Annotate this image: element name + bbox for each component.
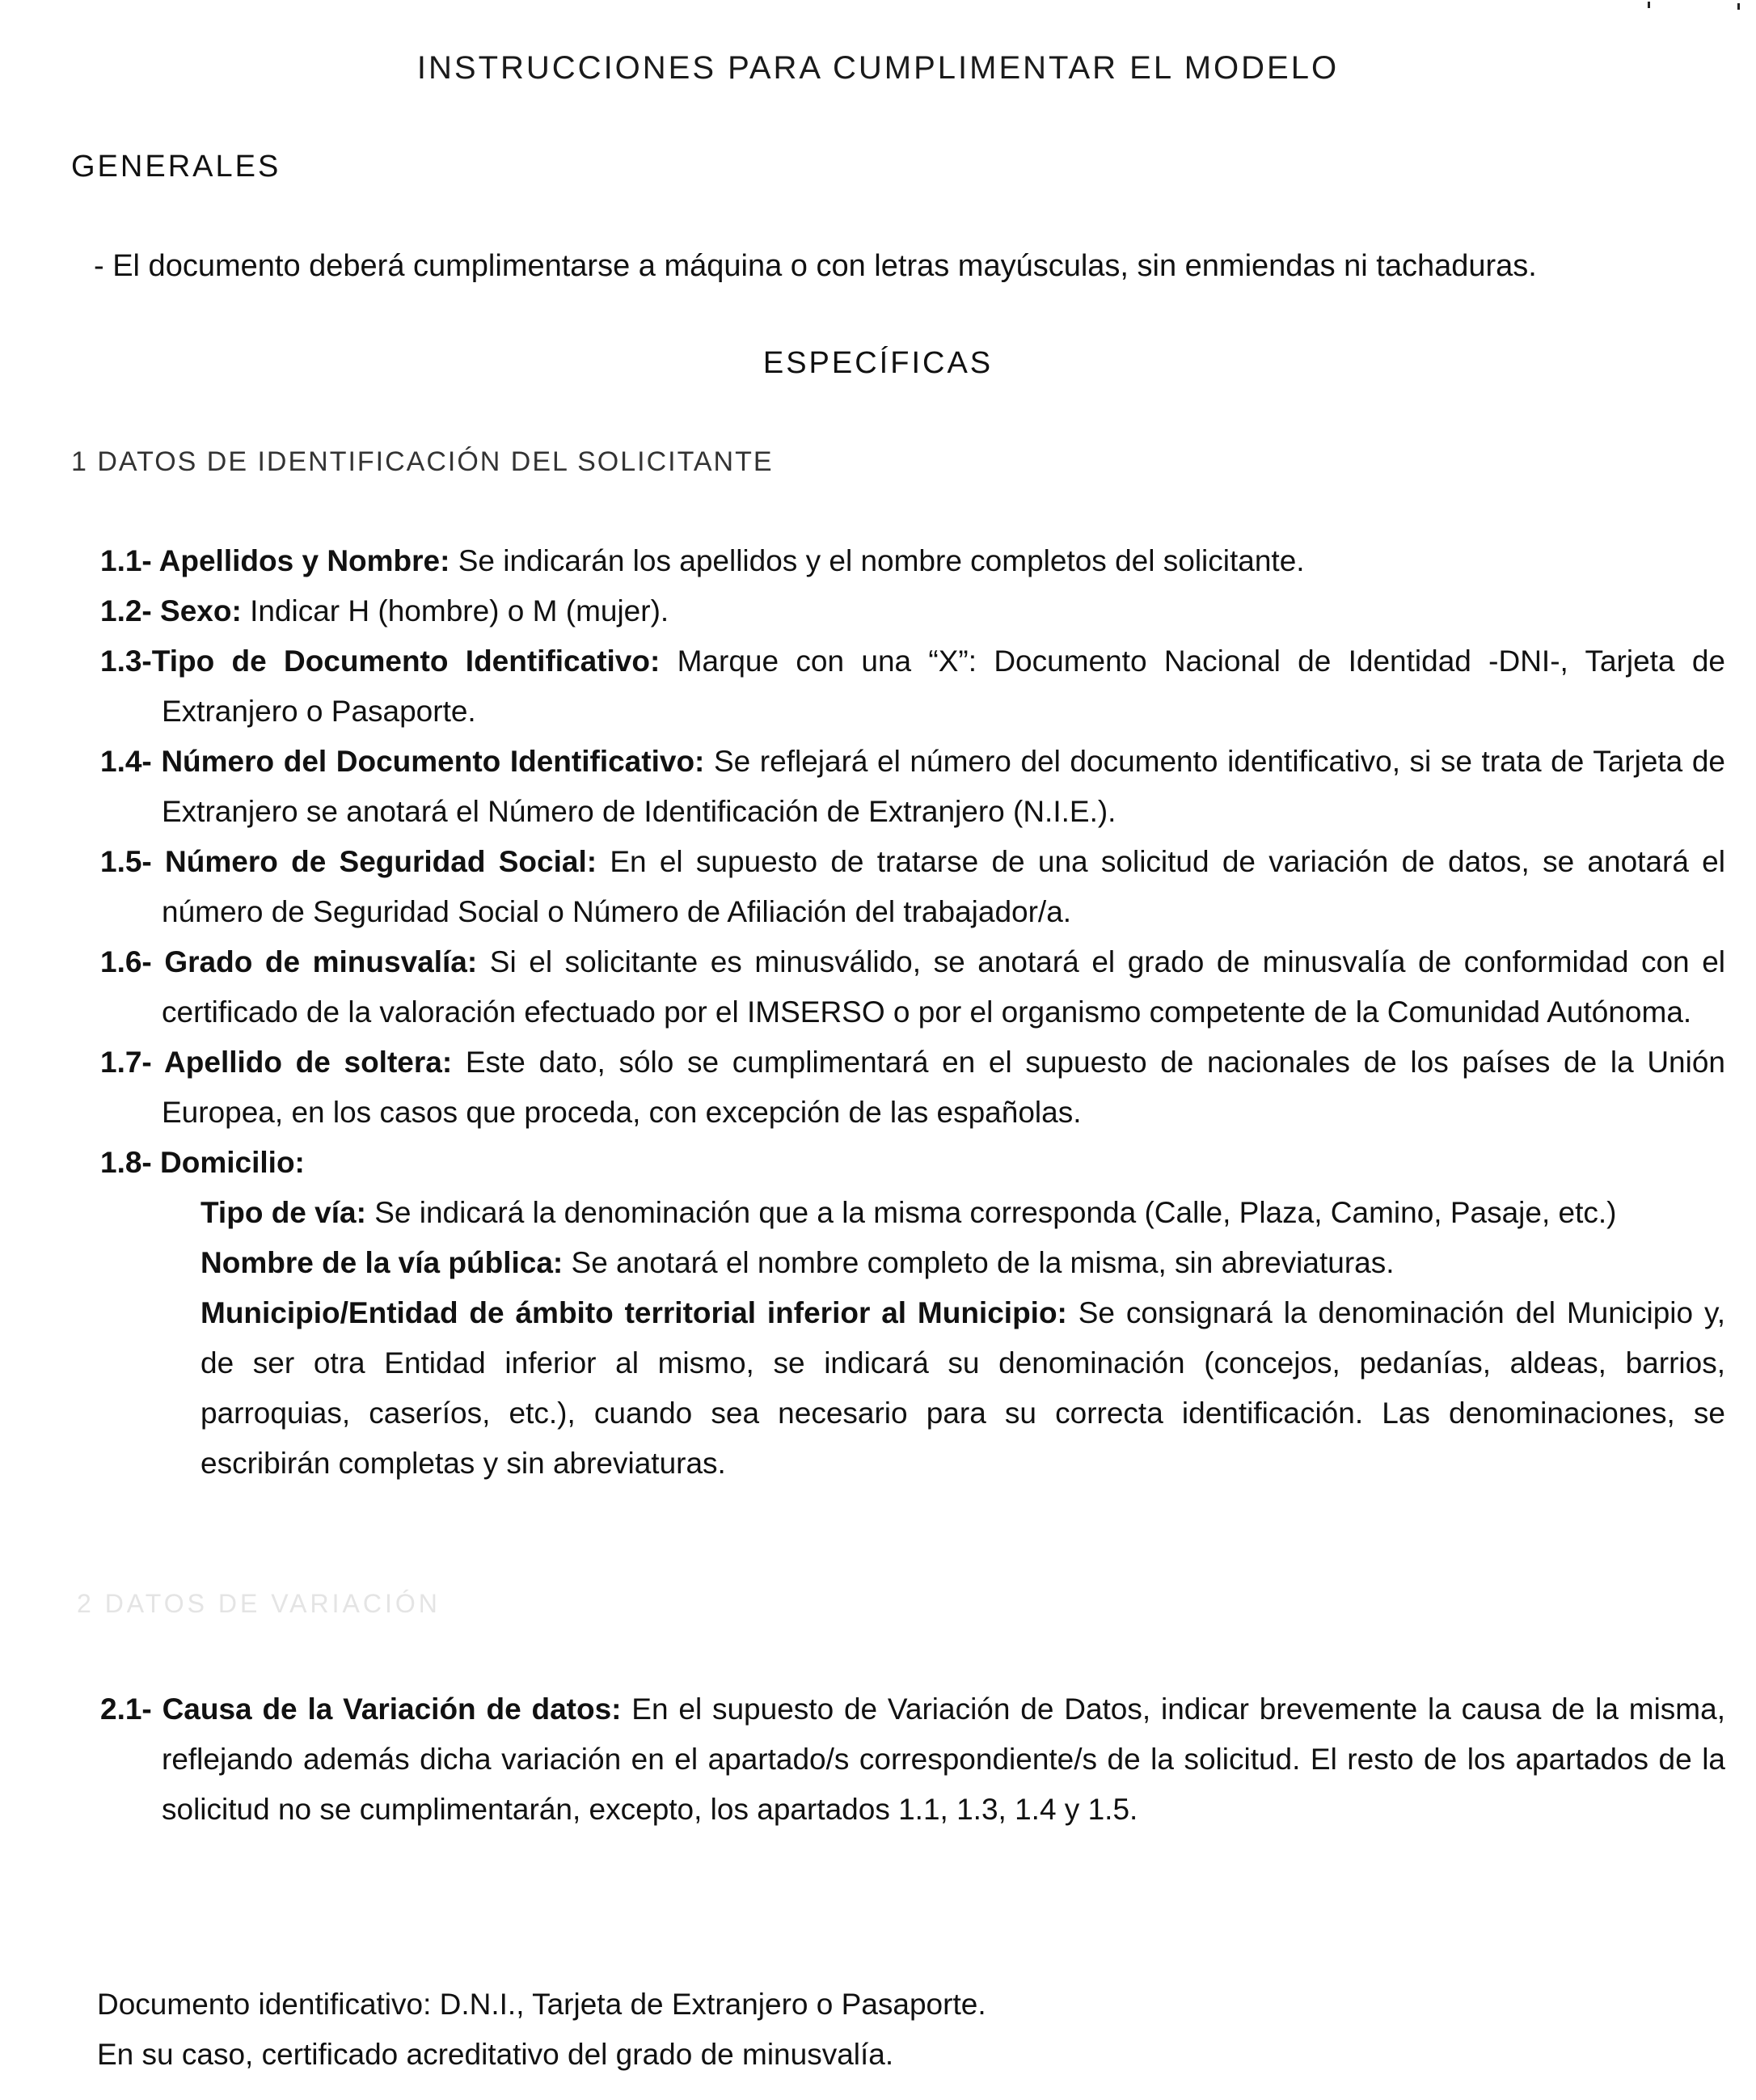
variation-items <box>100 1684 1725 1835</box>
item-text: Marque con una “X”: Documento Nacional de Identidad -DNI-, Tarjeta de Extranjero o Pasaporte. <box>162 644 1725 728</box>
item-label: 1.2- Sexo: <box>100 594 242 627</box>
documentation-line: Documento identificativo: D.N.I., Tarjeta de Extranjero o Pasaporte. <box>97 1988 986 2021</box>
section-heading-generales: GENERALES <box>71 150 281 184</box>
item-grado-minusvalia <box>100 937 1725 1037</box>
sub-label: Tipo de vía: <box>201 1196 366 1229</box>
sub-label: Municipio/Entidad de ámbito territorial inferior al Municipio: <box>201 1296 1067 1329</box>
item-apellidos-nombre <box>100 536 1725 586</box>
item-text: Indicar H (hombre) o M (mujer). <box>241 594 669 627</box>
sub-text: Se indicará la denominación que a la misma corresponda (Calle, Plaza, Camino, Pasaje, etc.) <box>365 1196 1617 1229</box>
required-documentation <box>97 1980 986 2080</box>
scan-speck <box>1648 2 1650 8</box>
item-label: 1.3-Tipo de Documento Identificativo: <box>100 644 661 678</box>
item-numero-documento <box>100 737 1725 837</box>
item-label: 1.6- Grado de minusvalía: <box>100 945 478 978</box>
section-heading-datos-identificacion: 1 DATOS DE IDENTIFICACIÓN DEL SOLICITANTE <box>71 446 774 477</box>
item-text: Se reflejará el número del documento identificativo, si se trata de Tarjeta de Extranjero se anotará el Número de Identificación de Extranjero (N.I.E.). <box>162 745 1725 828</box>
item-causa-variacion <box>100 1684 1725 1835</box>
item-text: En el supuesto de tratarse de una solicitud de variación de datos, se anotará el número de Seguridad Social o Número de Afiliación del trabajador/a. <box>162 845 1725 928</box>
item-text: Se indicarán los apellidos y el nombre completos del solicitante. <box>450 544 1305 577</box>
section-heading-especificas: ESPECÍFICAS <box>762 346 994 380</box>
item-label: 1.4- Número del Documento Identificativo: <box>100 745 705 778</box>
general-instruction: - El documento deberá cumplimentarse a máquina o con letras mayúsculas, sin enmiendas ni tachaduras. <box>94 249 1537 283</box>
page-title: INSTRUCCIONES PARA CUMPLIMENTAR EL MODELO <box>416 50 1340 86</box>
item-text: Este dato, sólo se cumplimentará en el supuesto de nacionales de los países de la Unión Europea, en los casos que proceda, con excepción de las españolas. <box>162 1046 1725 1129</box>
scan-speck <box>1737 3 1740 10</box>
item-tipo-documento <box>100 636 1725 737</box>
sub-text: Se anotará el nombre completo de la misma, sin abreviaturas. <box>563 1246 1395 1279</box>
item-label: 2.1- Causa de la Variación de datos: <box>100 1692 622 1726</box>
domicilio-nombre-via <box>201 1238 1725 1288</box>
item-label: 1.5- Número de Seguridad Social: <box>100 845 597 878</box>
item-sexo <box>100 586 1725 636</box>
sub-text: Se consignará la denominación del Municipio y, de ser otra Entidad inferior al mismo, se indicará su denominación (concejos, pedanías, aldeas, barrios, parroquias, caseríos, etc.), cuando sea necesario para su correcta identificación. Las denominaciones, se escribirán completas y sin abreviaturas. <box>201 1296 1725 1480</box>
domicilio-municipio <box>201 1288 1725 1489</box>
section-heading-datos-variacion: 2 DATOS DE VARIACIÓN <box>77 1589 441 1618</box>
item-label: 1.1- Apellidos y Nombre: <box>100 544 450 577</box>
item-apellido-soltera <box>100 1037 1725 1138</box>
documentation-line: En su caso, certificado acreditativo del grado de minusvalía. <box>97 2038 894 2071</box>
item-domicilio <box>100 1138 1725 1188</box>
sub-label: Nombre de la vía pública: <box>201 1246 564 1279</box>
item-label: 1.7- Apellido de soltera: <box>100 1046 453 1079</box>
identification-items <box>100 536 1725 1489</box>
item-text: Si el solicitante es minusválido, se anotará el grado de minusvalía de conformidad con el certificado de la valoración efectuado por el IMSERSO o por el organismo competente de la Comunidad Autónoma. <box>162 945 1726 1029</box>
item-text: En el supuesto de Variación de Datos, indicar brevemente la causa de la misma, reflejando además dicha variación en el apartado/s correspondiente/s de la solicitud. El resto de los apartados de la solicitud no se cumplimentarán, excepto, los apartados 1.1, 1.3, 1.4 y 1.5. <box>162 1692 1725 1826</box>
domicilio-tipo-via <box>201 1188 1725 1238</box>
item-label: 1.8- Domicilio: <box>100 1146 305 1179</box>
item-seguridad-social <box>100 837 1725 937</box>
